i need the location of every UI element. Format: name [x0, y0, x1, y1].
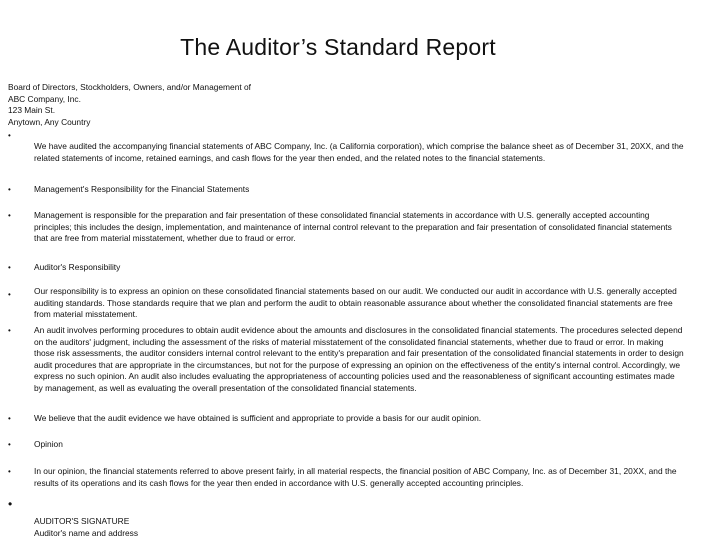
- bullet-marker: •: [8, 326, 11, 335]
- bullet-marker: •: [8, 467, 11, 476]
- signature-block: [34, 516, 684, 539]
- bullet-marker: •: [8, 131, 11, 140]
- paragraph-text: Auditor's Responsibility: [34, 262, 121, 272]
- addressee-line: 123 Main St.: [8, 105, 56, 116]
- bullet-marker: •: [8, 440, 11, 449]
- addressee-line: Board of Directors, Stockholders, Owners, and/or Management of: [8, 82, 251, 92]
- section-heading: [34, 184, 684, 196]
- paragraph-text: Opinion: [34, 439, 63, 449]
- addressee-line: Anytown, Any Country: [8, 116, 91, 127]
- paragraph-text: An audit involves performing procedures to obtain audit evidence about the amounts and disclosures in the consolidated financial statements. The procedures selected depend on the auditors' judgment, including the assessment of the risks of material misstatement of the consolidated financial statements, whether due to fraud or error. In making those risk assessments, the auditor considers internal control relevant to the entity's preparation and fair presentation of the consolidated financial statements in order to design audit procedures that are appropriate in the circumstances, but not for the purpose of expressing an opinion on the effectiveness of the entity's internal control. Accordingly, we express no such opinion. An audit also includes evaluating the appropriateness of accounting policies used and the reasonableness of significant accounting estimates made by management, as well as evaluating the overall presentation of the consolidated financial statements.: [34, 325, 684, 393]
- auditor-responsibility-paragraph: [34, 286, 684, 321]
- bullet-marker: •: [8, 290, 11, 299]
- opinion-paragraph: [34, 466, 684, 489]
- bullet-marker: •: [8, 497, 13, 511]
- section-heading: [34, 262, 684, 274]
- intro-paragraph: [34, 141, 684, 164]
- addressee-line: ABC Company, Inc.: [8, 93, 81, 104]
- management-paragraph: [34, 210, 684, 245]
- audit-evidence-paragraph: [34, 413, 684, 425]
- paragraph-text: We believe that the audit evidence we have obtained is sufficient and appropriate to provide a basis for our audit opinion.: [34, 413, 482, 423]
- paragraph-text: Management is responsible for the preparation and fair presentation of these consolidated financial statements in accordance with U.S. generally accepted accounting principles; this includes the design, implementation, and maintenance of internal control relevant to the preparation and fair presentation of consolidated financial statements that are free from material misstatement, whether due to fraud or error.: [34, 210, 672, 244]
- paragraph-text: In our opinion, the financial statements referred to above present fairly, in all material respects, the financial position of ABC Company, Inc. as of December 31, 20XX, and the results of its operations and its cash flows for the year then ended in accordance with U.S. generally accepted accounting principles.: [34, 466, 677, 488]
- bullet-marker: •: [8, 185, 11, 194]
- section-heading: [34, 439, 684, 451]
- bullet-marker: •: [8, 211, 11, 220]
- audit-procedures-paragraph: [34, 325, 684, 395]
- paragraph-text: Our responsibility is to express an opinion on these consolidated financial statements based on our audit. We conducted our audit in accordance with U.S. generally accepted auditing standards. Those standards require that we plan and perform the audit to obtain reasonable assurance about whether the consolidated financial statements are free from material misstatement.: [34, 286, 677, 320]
- paragraph-text: Management's Responsibility for the Financial Statements: [34, 184, 250, 194]
- paragraph-text: We have audited the accompanying financial statements of ABC Company, Inc. (a California corporation), which comprise the balance sheet as of December 31, 20XX, and the related statements of income, retained earnings, and cash flows for the year then ended, and the related notes to the financial statements.: [34, 141, 684, 163]
- signature-line: AUDITOR'S SIGNATURE: [34, 516, 130, 526]
- bullet-marker: •: [8, 414, 11, 423]
- bullet-marker: •: [8, 263, 11, 272]
- addressee-block: [8, 82, 251, 128]
- page-title: The Auditor’s Standard Report: [180, 34, 496, 60]
- signature-line: Auditor's name and address: [34, 527, 139, 538]
